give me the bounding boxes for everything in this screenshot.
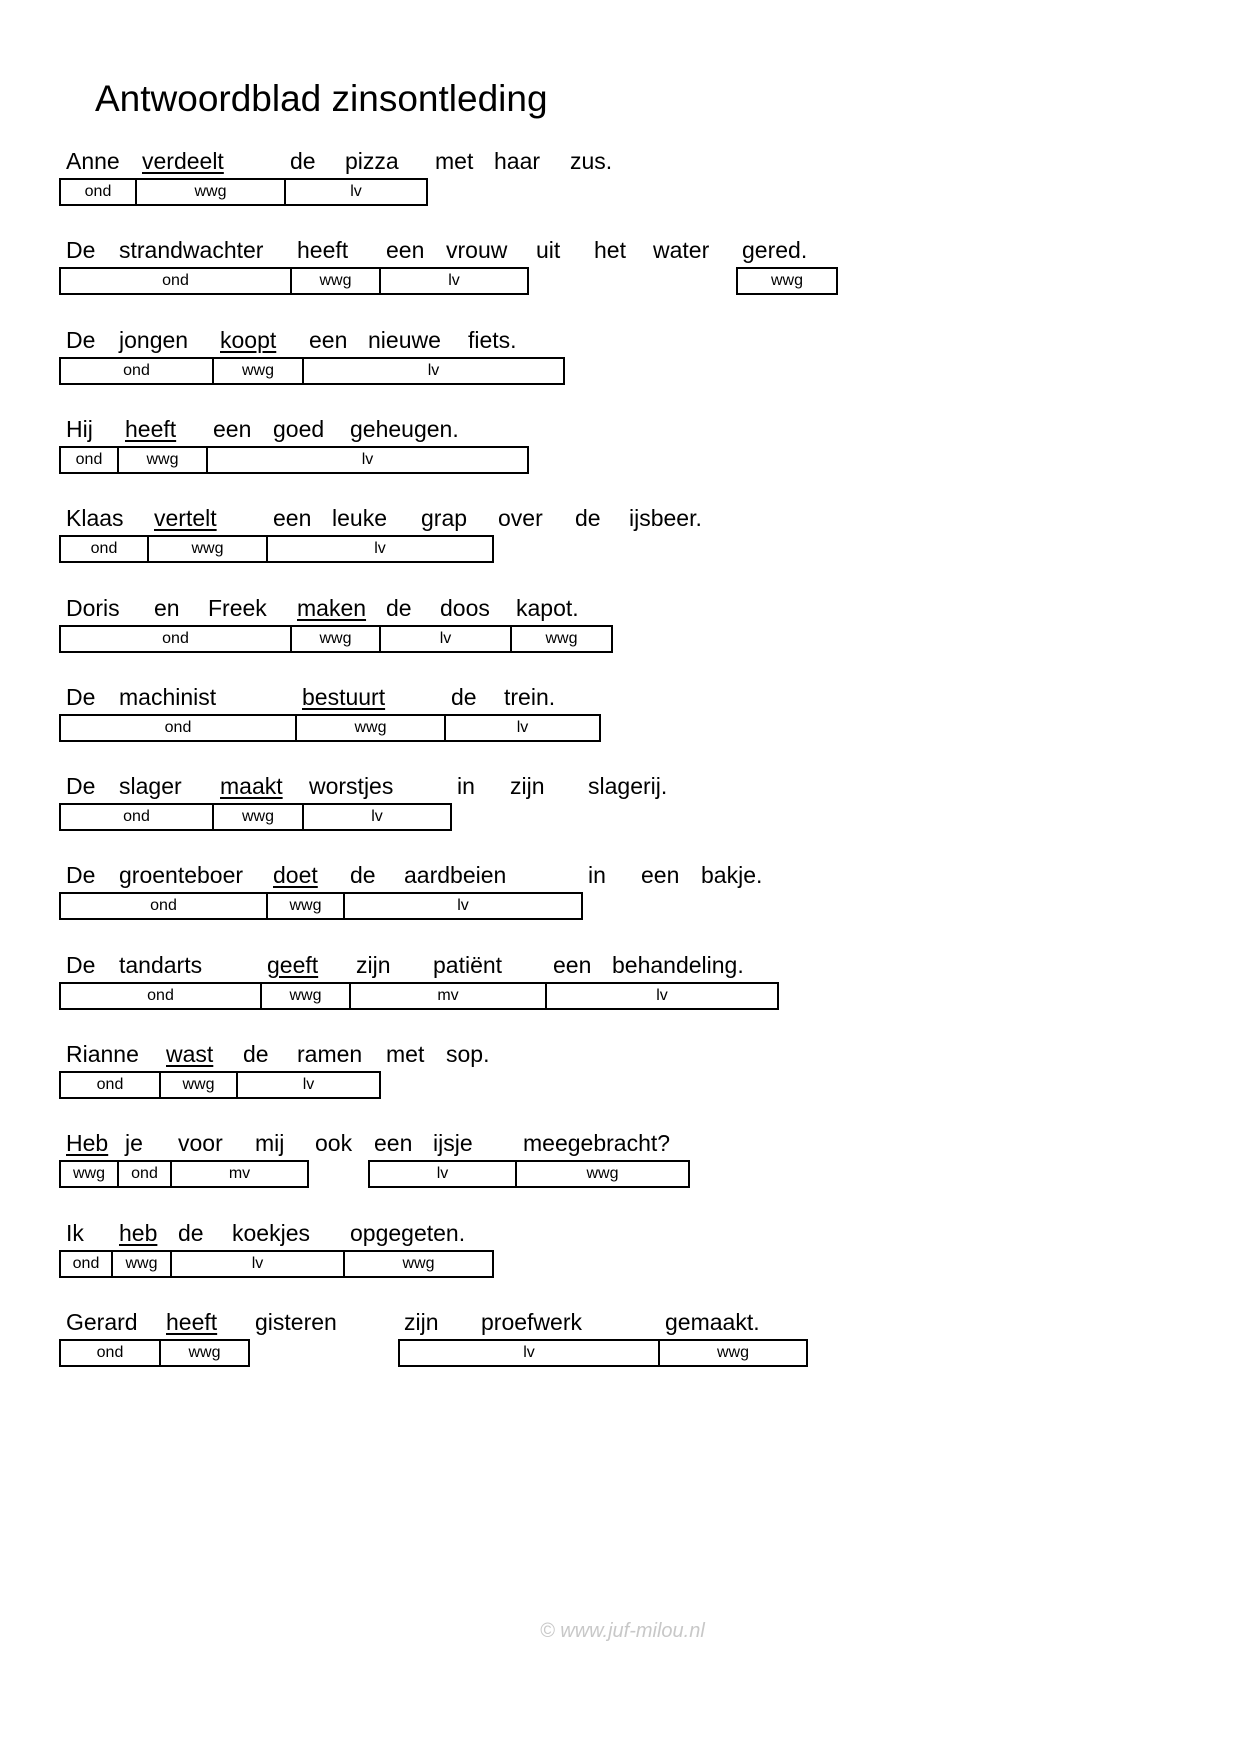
role-box-wwg: wwg — [59, 1160, 119, 1188]
sentence-word: De — [66, 683, 96, 710]
role-box-ond: ond — [59, 982, 262, 1010]
verb-word: wast — [166, 1041, 214, 1067]
role-box-wwg: wwg — [266, 892, 345, 920]
sentence-word: ramen — [297, 1041, 363, 1067]
sentence-word: fiets. — [468, 326, 517, 353]
sentence-word: Doris — [66, 594, 120, 621]
role-box-ond: ond — [117, 1160, 172, 1188]
sentence-word: koekjes — [232, 1219, 310, 1246]
verb-word: heb — [119, 1219, 158, 1246]
role-box-lv: lv — [302, 357, 565, 385]
sentence-word: sop. — [446, 1041, 490, 1067]
role-box-ond: ond — [59, 714, 297, 742]
page-title: Antwoordblad zinsontleding — [95, 78, 548, 119]
role-box-ond: ond — [59, 267, 292, 295]
sentence-word: meegebracht? — [523, 1130, 671, 1157]
sentence-word: gisteren — [255, 1308, 337, 1335]
sentence-word: de — [386, 594, 412, 621]
sentence-word: De — [66, 326, 96, 353]
sentence-word: nieuwe — [368, 326, 441, 353]
sentence-word: Freek — [208, 594, 267, 621]
sentence-word: Hij — [66, 415, 93, 442]
role-box-lv: lv — [379, 267, 529, 295]
role-box-wwg: wwg — [135, 178, 286, 206]
sentence-word: de — [243, 1041, 269, 1067]
sentence-word: de — [350, 862, 376, 889]
sentence-word: jongen — [119, 326, 189, 353]
sentence-word: zijn — [356, 951, 391, 978]
sentence-word: Gerard — [66, 1308, 138, 1335]
role-box-ond: ond — [59, 446, 119, 474]
sentence-word: ook — [315, 1130, 353, 1157]
role-box-lv: lv — [206, 446, 529, 474]
sentence-word: in — [457, 773, 475, 800]
sentence-word: het — [594, 237, 626, 264]
sentence-word: mij — [255, 1130, 285, 1157]
sentence-word: een — [213, 415, 252, 442]
role-box-wwg: wwg — [147, 535, 268, 563]
role-box-wwg: wwg — [343, 1250, 494, 1278]
sentence-word: opgegeten. — [350, 1219, 466, 1246]
sentence-word: een — [309, 326, 348, 353]
role-box-ond: ond — [59, 357, 214, 385]
role-box-lv: lv — [379, 625, 512, 653]
sentence-word: ijsbeer. — [629, 505, 702, 532]
sentence-word: haar — [494, 148, 541, 174]
sentence-word: uit — [536, 237, 561, 264]
sentence-word: over — [498, 505, 543, 532]
sentence-word: bakje. — [701, 862, 763, 889]
sentence-word: een — [374, 1130, 413, 1157]
role-box-mv: mv — [170, 1160, 309, 1188]
role-box-ond: ond — [59, 625, 292, 653]
sentence-word: behandeling. — [612, 951, 744, 978]
sentence-word: Klaas — [66, 505, 124, 532]
role-box-lv: lv — [545, 982, 779, 1010]
role-box-lv: lv — [368, 1160, 517, 1188]
role-box-ond: ond — [59, 1339, 161, 1367]
verb-word: doet — [273, 862, 318, 889]
sentence-word: goed — [273, 415, 325, 442]
sentence-word: Rianne — [66, 1041, 139, 1067]
sentence-word: zijn — [404, 1308, 439, 1335]
sentence-word: de — [290, 148, 316, 174]
verb-word: heeft — [125, 415, 177, 442]
sentence-word: en — [154, 594, 180, 621]
role-box-wwg: wwg — [159, 1339, 250, 1367]
sentence-word: groenteboer — [119, 862, 244, 889]
sentence-word: een — [641, 862, 680, 889]
sentence-word: vrouw — [446, 237, 508, 264]
role-box-wwg: wwg — [159, 1071, 238, 1099]
sentence-word: slagerij. — [588, 773, 668, 800]
sentence-word: heeft — [297, 237, 349, 264]
verb-word: Heb — [66, 1130, 109, 1157]
sentence-word: Ik — [66, 1219, 84, 1246]
sentence-word: ijsje — [433, 1130, 473, 1157]
verb-word: maken — [297, 594, 367, 621]
sentence-word: kapot. — [516, 594, 579, 621]
role-box-ond: ond — [59, 803, 214, 831]
sentence-word: De — [66, 862, 96, 889]
sentence-word: Anne — [66, 148, 120, 174]
sentence-word: een — [553, 951, 592, 978]
sentence-word: water — [653, 237, 710, 264]
role-box-lv: lv — [266, 535, 494, 563]
role-box-lv: lv — [444, 714, 601, 742]
sentence-word: De — [66, 773, 96, 800]
sentence-word: trein. — [504, 683, 556, 710]
verb-word: koopt — [220, 326, 277, 353]
sentence-word: patiënt — [433, 951, 503, 978]
sentence-word: gemaakt. — [665, 1308, 760, 1335]
sentence-word: geheugen. — [350, 415, 459, 442]
role-box-lv: lv — [302, 803, 452, 831]
verb-word: bestuurt — [302, 683, 386, 710]
role-box-lv: lv — [170, 1250, 345, 1278]
role-box-ond: ond — [59, 1250, 113, 1278]
sentence-word: de — [575, 505, 601, 532]
role-box-wwg: wwg — [658, 1339, 808, 1367]
sentence-word: voor — [178, 1130, 223, 1157]
role-box-lv: lv — [284, 178, 428, 206]
role-box-wwg: wwg — [515, 1160, 690, 1188]
sentence-word: tandarts — [119, 951, 203, 978]
role-box-lv: lv — [236, 1071, 381, 1099]
sentence-word: doos — [440, 594, 490, 621]
verb-word: heeft — [166, 1308, 218, 1335]
role-box-wwg: wwg — [290, 267, 381, 295]
sentence-word: gered. — [742, 237, 808, 264]
sentence-word: proefwerk — [481, 1308, 582, 1335]
role-box-ond: ond — [59, 535, 149, 563]
sentence-word: met — [435, 148, 474, 174]
sentence-word: een — [273, 505, 312, 532]
verb-word: verdeelt — [142, 148, 224, 174]
sentence-word: aardbeien — [404, 862, 507, 889]
role-box-wwg: wwg — [212, 357, 304, 385]
sentence-word: machinist — [119, 683, 217, 710]
sentence-word: strandwachter — [119, 237, 264, 264]
sentence-word: je — [125, 1130, 143, 1157]
role-box-wwg: wwg — [111, 1250, 172, 1278]
role-box-wwg: wwg — [736, 267, 838, 295]
role-box-lv: lv — [343, 892, 583, 920]
sentence-word: in — [588, 862, 606, 889]
sentence-word: De — [66, 951, 96, 978]
sentence-word: leuke — [332, 505, 387, 532]
sentence-word: slager — [119, 773, 182, 800]
sentence-word: een — [386, 237, 425, 264]
role-box-ond: ond — [59, 1071, 161, 1099]
role-box-wwg: wwg — [117, 446, 208, 474]
sentence-word: zijn — [510, 773, 545, 800]
sentence-word: grap — [421, 505, 468, 532]
sentence-word: worstjes — [309, 773, 394, 800]
role-box-wwg: wwg — [510, 625, 613, 653]
sentence-word: De — [66, 237, 96, 264]
verb-word: vertelt — [154, 505, 217, 532]
verb-word: maakt — [220, 773, 283, 800]
role-box-wwg: wwg — [212, 803, 304, 831]
sentence-word: met — [386, 1041, 425, 1067]
role-box-wwg: wwg — [295, 714, 446, 742]
role-box-ond: ond — [59, 178, 137, 206]
sentence-word: de — [451, 683, 477, 710]
sentence-word: zus. — [570, 148, 613, 174]
role-box-ond: ond — [59, 892, 268, 920]
role-box-mv: mv — [349, 982, 547, 1010]
sentence-word: de — [178, 1219, 204, 1246]
role-box-wwg: wwg — [260, 982, 351, 1010]
footer-watermark: © www.juf-milou.nl — [540, 1620, 705, 1642]
role-box-lv: lv — [398, 1339, 660, 1367]
verb-word: geeft — [267, 951, 319, 978]
role-box-wwg: wwg — [290, 625, 381, 653]
sentence-word: pizza — [345, 148, 399, 174]
